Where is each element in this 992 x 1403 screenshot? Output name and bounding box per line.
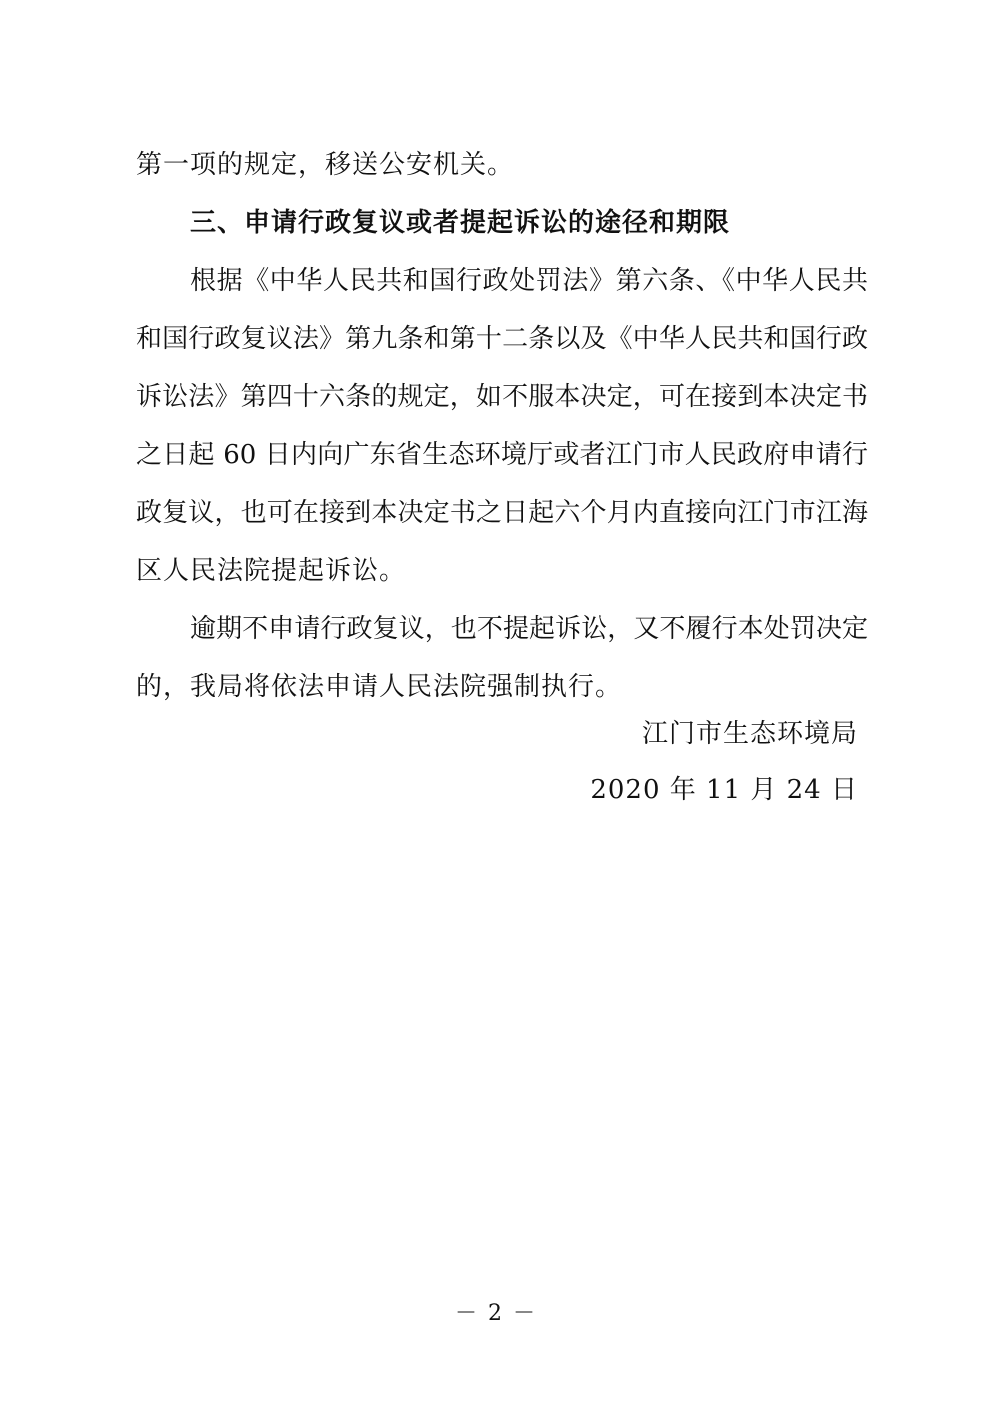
body-line: 诉讼法》第四十六条的规定，如不服本决定，可在接到本决定书 (136, 382, 868, 412)
document-body (136, 136, 868, 716)
body-line: 的，我局将依法申请人民法院强制执行。 (136, 672, 623, 702)
body-line: 政复议，也可在接到本决定书之日起六个月内直接向江门市江海 (136, 498, 868, 528)
page-number: － 2 － (455, 1301, 537, 1326)
signature-block (498, 706, 858, 818)
body-line: 之日起 60 日内向广东省生态环境厅或者江门市人民政府申请行 (136, 440, 868, 470)
issue-date: 2020 年 11 月 24 日 (590, 775, 858, 805)
body-line-continuation: 第一项的规定，移送公安机关。 (136, 150, 515, 180)
issuer-name: 江门市生态环境局 (641, 719, 858, 749)
body-line: 根据《中华人民共和国行政处罚法》第六条、《中华人民共 (190, 266, 868, 296)
body-line: 和国行政复议法》第九条和第十二条以及《中华人民共和国行政 (136, 324, 868, 354)
body-line: 逾期不申请行政复议，也不提起诉讼，又不履行本处罚决定 (190, 614, 868, 644)
body-line: 区人民法院提起诉讼。 (136, 556, 407, 586)
section-heading: 三、申请行政复议或者提起诉讼的途径和期限 (190, 208, 731, 238)
